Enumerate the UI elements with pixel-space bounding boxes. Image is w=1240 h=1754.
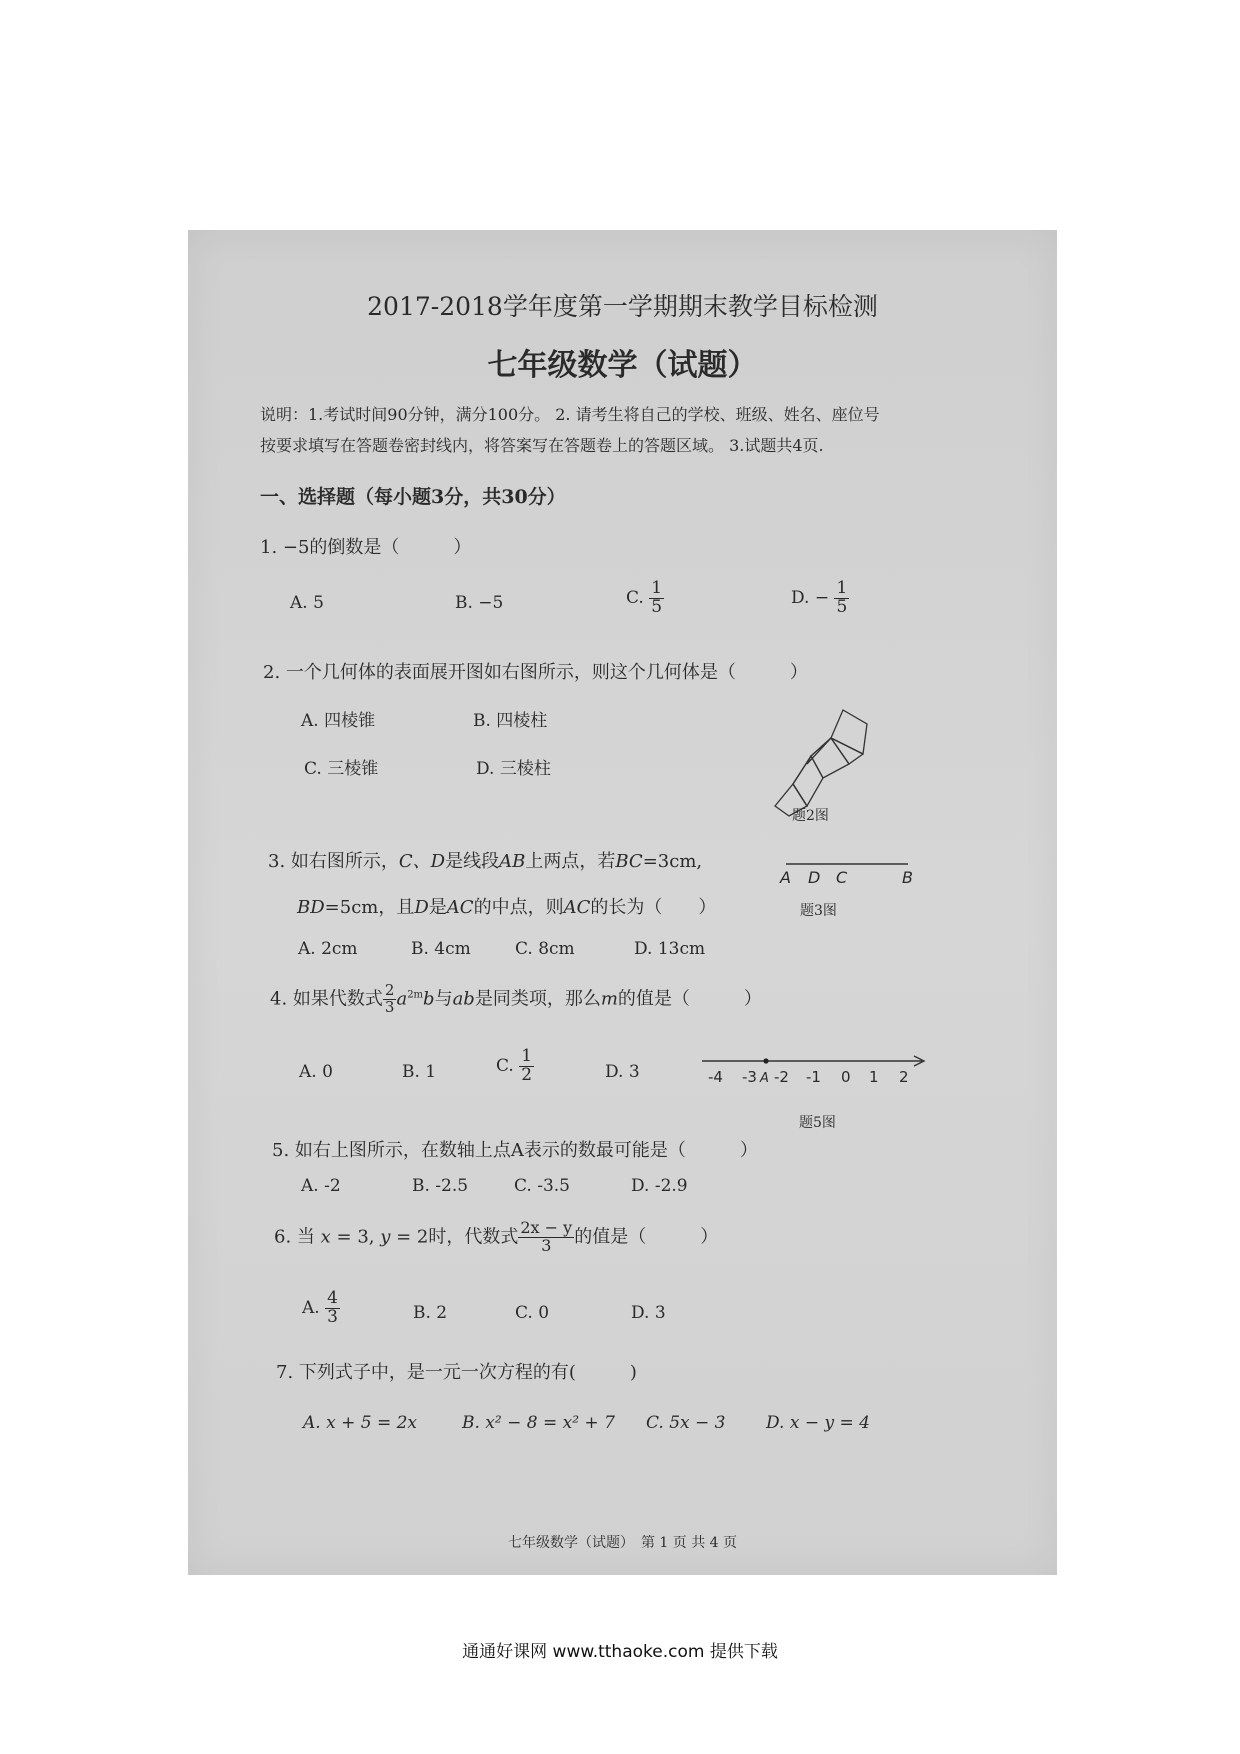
axis-label-minus-3: -3 <box>742 1068 757 1086</box>
q5-option-b: B. -2.5 <box>412 1176 469 1196</box>
point-c-label: C <box>836 868 848 887</box>
question-3-stem-line-1: 3. 如右图所示，C、D是线段AB上两点，若BC=3cm, <box>268 851 703 872</box>
axis-label-1: 1 <box>869 1068 879 1086</box>
question-5-stem: 5. 如右上图所示，在数轴上点A表示的数最可能是（ ） <box>272 1140 758 1161</box>
axis-label-minus-2: -2 <box>774 1068 789 1086</box>
q2-option-a: A. 四棱锥 <box>301 711 376 731</box>
point-b-label: B <box>902 868 913 887</box>
question-7-stem: 7. 下列式子中，是一元一次方程的有( ) <box>276 1362 637 1383</box>
q5-option-a: A. -2 <box>301 1176 341 1196</box>
axis-label-2: 2 <box>899 1068 909 1086</box>
point-a-label: A <box>780 868 791 887</box>
axis-label-minus-4: -4 <box>708 1068 723 1086</box>
axis-label-minus-1: -1 <box>806 1068 821 1086</box>
exam-subtitle: 七年级数学（试题） <box>487 348 758 383</box>
q7-option-c: C. 5x − 3 <box>646 1413 726 1433</box>
q6-option-b: B. 2 <box>413 1303 448 1323</box>
q3-option-c: C. 8cm <box>515 939 575 959</box>
q1-option-a: A. 5 <box>290 593 324 613</box>
prism-net-figure <box>771 698 881 818</box>
q1-option-c: C. $\frac{1}{5}$ <box>626 578 663 617</box>
instructions-line-2: 按要求填写在答题卷密封线内，将答案写在答题卷上的答题区域。 3.试题共4页. <box>260 436 824 455</box>
q2-option-b: B. 四棱柱 <box>473 711 548 731</box>
q4-option-d: D. 3 <box>605 1062 640 1082</box>
exam-title: 2017-2018学年度第一学期期末教学目标检测 <box>367 292 878 321</box>
q5-figure-caption: 题5图 <box>799 1115 836 1131</box>
point-d-label: D <box>808 868 821 887</box>
axis-label-0: 0 <box>841 1068 851 1086</box>
question-2-stem: 2. 一个几何体的表面展开图如右图所示，则这个几何体是（ ） <box>263 662 808 683</box>
section-title: 一、选择题（每小题3分，共30分） <box>260 486 566 508</box>
question-6-stem: 6. 当 x = 3, y = 2时，代数式 $\frac{2x - y}{3}$ 的值是（ ） <box>274 1218 719 1255</box>
q5-option-c: C. -3.5 <box>514 1176 570 1196</box>
q7-option-b: B. x² − 8 = x² + 7 <box>462 1413 615 1433</box>
exam-page-photo <box>188 230 1057 1575</box>
q3-figure-caption: 题3图 <box>800 903 837 919</box>
q5-option-d: D. -2.9 <box>631 1176 688 1196</box>
q2-option-c: C. 三棱锥 <box>304 759 379 779</box>
segment-figure <box>778 858 918 888</box>
q4-option-b: B. 1 <box>402 1062 437 1082</box>
q2-option-d: D. 三棱柱 <box>476 759 551 779</box>
q2-figure-caption: 题2图 <box>792 808 829 824</box>
q7-option-a: A. x + 5 = 2x <box>303 1413 417 1433</box>
q1-option-d: D. − $\frac{1}{5}$ <box>791 578 848 617</box>
q1-option-b: B. −5 <box>455 593 504 613</box>
q4-option-a: A. 0 <box>299 1062 333 1082</box>
q6-option-a: A. $\frac{4}{3}$ <box>302 1288 338 1327</box>
question-1-stem: 1. −5的倒数是（ ） <box>260 537 472 558</box>
point-a-marker-label: A <box>760 1071 769 1086</box>
instructions-line-1: 说明：1.考试时间90分钟，满分100分。 2. 请考生将自己的学校、班级、姓名、座位号 <box>260 405 880 424</box>
q6-option-c: C. 0 <box>515 1303 550 1323</box>
question-3-stem-line-2: BD=5cm，且D是AC的中点，则AC的长为（ ） <box>297 897 717 918</box>
question-4-stem: 4. 如果代数式 $\frac{2}{3}$ $a^{2m}b$与ab是同类项，那么m的值是（ ） <box>270 981 762 1016</box>
q4-option-c: C. $\frac{1}{2}$ <box>496 1046 533 1085</box>
number-line-figure <box>700 1052 930 1092</box>
q3-option-d: D. 13cm <box>634 939 706 959</box>
download-site-credit: 通通好课网 www.tthaoke.com 提供下载 <box>462 1642 778 1662</box>
q7-option-d: D. x − y = 4 <box>766 1413 870 1433</box>
q3-option-b: B. 4cm <box>411 939 471 959</box>
q3-option-a: A. 2cm <box>298 939 358 959</box>
page-footer: 七年级数学（试题） 第 1 页 共 4 页 <box>507 1535 738 1551</box>
q6-option-d: D. 3 <box>631 1303 666 1323</box>
